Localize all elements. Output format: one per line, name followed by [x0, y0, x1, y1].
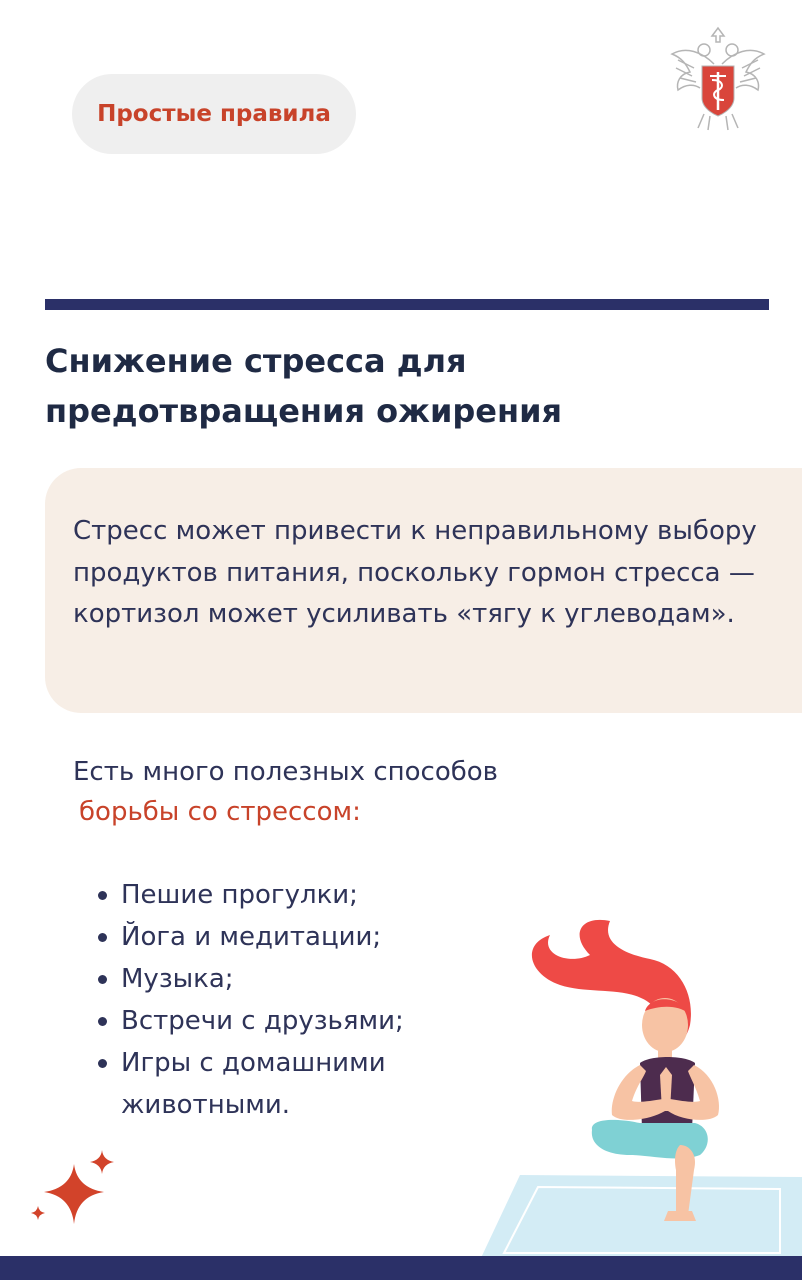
list-item: Игры с домашними животными.: [98, 1042, 498, 1126]
info-callout-text: Стресс может привести к неправильному выбору продуктов питания, поскольку гормон стресса — кортизол может усиливать «тягу к углеводам».: [73, 516, 757, 629]
list-item: Встречи с друзьями;: [98, 1000, 498, 1042]
stress-methods-list: [98, 874, 498, 1126]
list-item: Йога и медитации;: [98, 916, 498, 958]
section-badge-label: Простые правила: [97, 101, 331, 127]
eagle-emblem-icon: [664, 24, 772, 134]
section-badge: [72, 74, 356, 154]
intro-text: Есть много полезных способов: [73, 757, 499, 787]
intro-accent-text: борьбы со стрессом:: [79, 797, 361, 827]
list-item: Музыка;: [98, 958, 498, 1000]
yoga-woman-icon: [480, 915, 802, 1260]
top-divider: [45, 299, 769, 310]
page-title: Снижение стресса для предотвращения ожирения: [45, 342, 563, 430]
sparkle-icon: [30, 1150, 120, 1234]
list-item: Пешие прогулки;: [98, 874, 498, 916]
intro-paragraph: [73, 752, 633, 832]
bottom-bar: [0, 1256, 802, 1280]
